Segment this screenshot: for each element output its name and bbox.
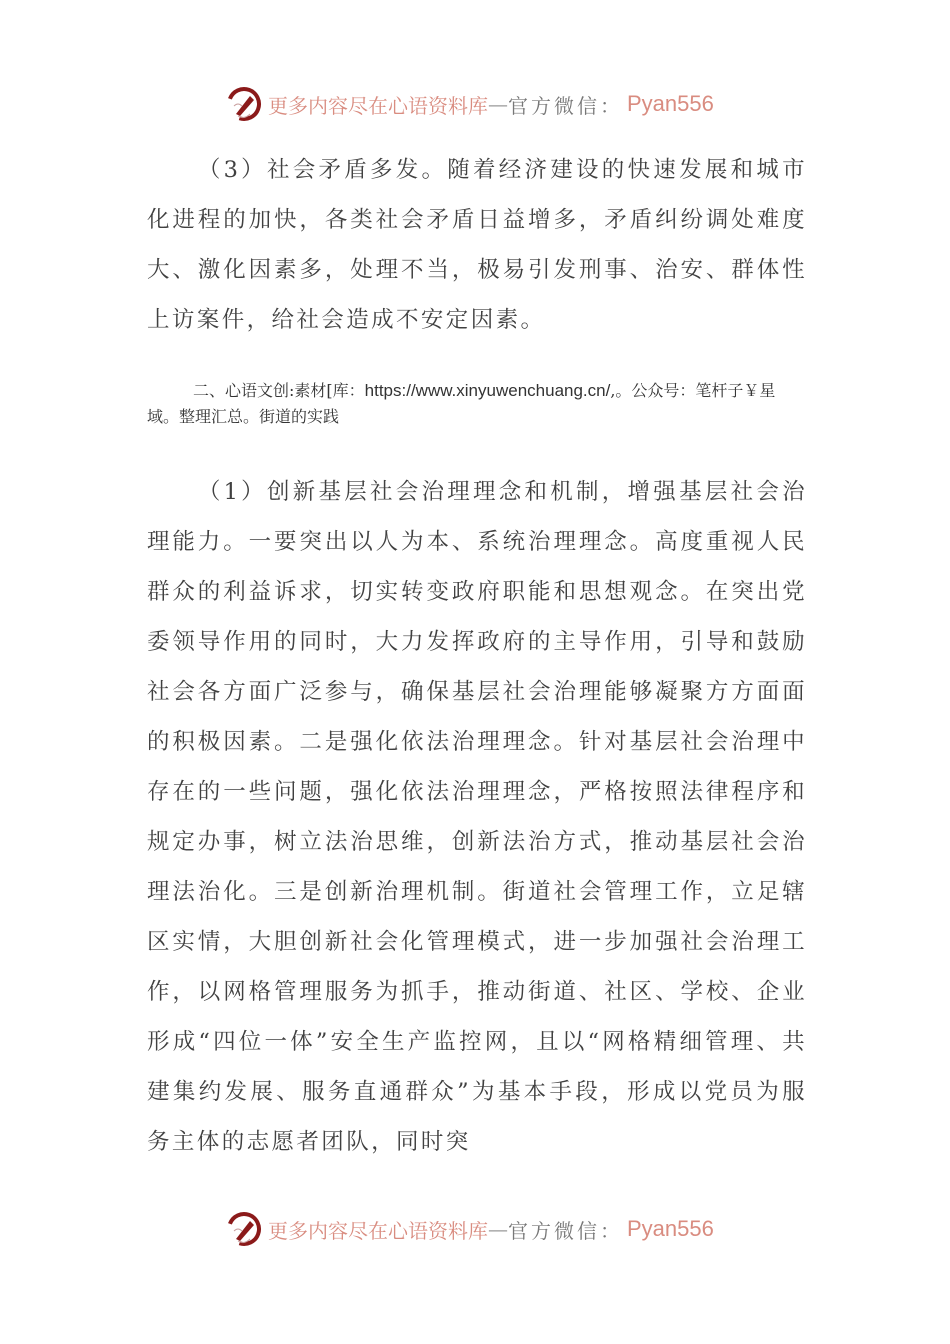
watermark-banner-bottom (224, 1207, 714, 1251)
watermark-dash: — (488, 1217, 508, 1241)
heading-suffix: ,。公众号：笔杆子￥星域。整理汇总。街道的实践 (147, 381, 776, 426)
heading-prefix: 二、心语文创:素材[库： (193, 381, 365, 400)
watermark-dash: — (488, 92, 508, 116)
section-heading (147, 378, 807, 430)
quill-pen-logo-icon (224, 1209, 264, 1249)
watermark-wechat-id: Pyan556 (627, 91, 714, 116)
watermark-site-text: 更多内容尽在心语资料库 (268, 93, 488, 118)
quill-pen-logo-icon (224, 84, 264, 124)
watermark-banner-top (224, 82, 714, 126)
heading-url-link[interactable]: https://www.xinyuwenchuang.cn/ (364, 381, 611, 400)
watermark-wechat-id: Pyan556 (627, 1216, 714, 1241)
watermark-site-text: 更多内容尽在心语资料库 (268, 1218, 488, 1243)
paragraph-social-conflicts (147, 145, 807, 345)
paragraph-text: （1）创新基层社会治理理念和机制，增强基层社会治理能力。一要突出以人为本、系统治理理念。高度重视人民群众的利益诉求，切实转变政府职能和思想观念。在突出党委领导作用的同时，大力发挥政府的主导作用，引导和鼓励社会各方面广泛参与，确保基层社会治理能够凝聚方方面面的积极因素。二是强化依法治理理念。针对基层社会治理中存在的一些问题，强化依法治理理念，严格按照法律程序和规定办事，树立法治思维，创新法治方式，推动基层社会治理法治化。三是创新治理机制。街道社会管理工作，立足辖区实情，大胆创新社会化管理模式，进一步加强社会治理工作，以网格管理服务为抓手，推动街道、社区、学校、企业形成“四位一体”安全生产监控网，且以“网格精细管理、共建集约发展、服务直通群众”为基本手段，形成以党员为服务主体的志愿者团队，同时突 (147, 479, 807, 1155)
paragraph-governance-innovation (147, 467, 807, 1167)
watermark-wechat-label: 官方微信： (508, 1218, 623, 1243)
paragraph-text: （3）社会矛盾多发。随着经济建设的快速发展和城市化进程的加快，各类社会矛盾日益增多，矛盾纠纷调处难度大、激化因素多，处理不当，极易引发刑事、治安、群体性上访案件，给社会造成不安定因素。 (147, 157, 807, 333)
watermark-wechat-label: 官方微信： (508, 93, 623, 118)
